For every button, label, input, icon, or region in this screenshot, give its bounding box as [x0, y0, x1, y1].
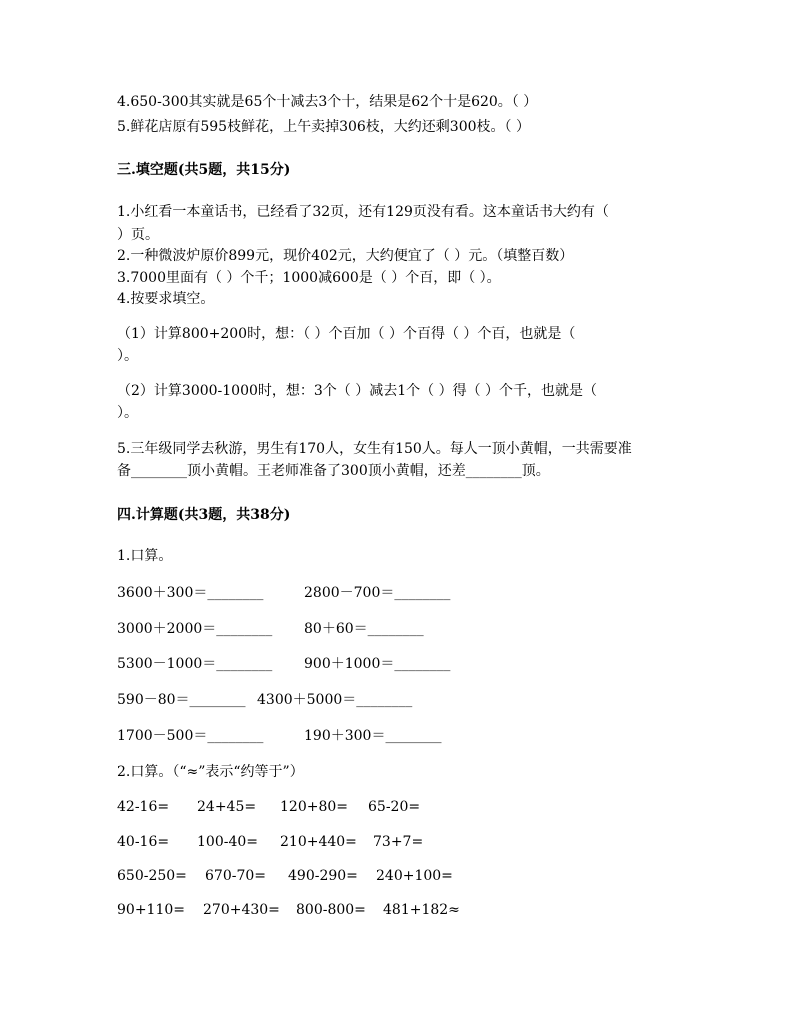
- calc-q1-item: 1700－500＝________: [117, 728, 264, 744]
- calc-q2-item: 650-250=: [117, 868, 187, 884]
- section-4-title: 四.计算题(共3题，共38分): [117, 507, 291, 523]
- fill-q1-line1: 1.小红看一本童话书，已经看了32页，还有129页没有看。这本童话书大约有（: [117, 204, 609, 220]
- calc-q2-item: 240+100=: [376, 868, 453, 884]
- calc-q2-item: 490-290=: [288, 868, 358, 884]
- fill-q4-part2-line1: （2）计算3000-1000时，想：3个（ ）减去1个（ ）得（ ）个千，也就是（: [117, 383, 598, 399]
- calc-q1-item: 3600＋300＝________: [117, 585, 264, 601]
- calc-q2-item: 210+440=: [280, 834, 357, 850]
- calc-q1-item: 4300＋5000＝________: [257, 692, 413, 708]
- calc-q2-item: 24+45=: [197, 799, 257, 815]
- calc-q2-item: 120+80=: [280, 799, 348, 815]
- section-3-title: 三.填空题(共5题，共15分): [117, 162, 291, 178]
- calc-q1-title: 1.口算。: [117, 548, 173, 564]
- judge-item-4: 4.650-300其实就是65个十减去3个十，结果是62个十是620。（ ）: [117, 94, 538, 110]
- calc-q2-item: 90+110=: [117, 902, 185, 918]
- calc-q2-item: 800-800=: [296, 902, 366, 918]
- calc-q2-item: 481+182≈: [383, 902, 460, 918]
- fill-q4-intro: 4.按要求填空。: [117, 291, 215, 307]
- fill-q2: 2.一种微波炉原价899元，现价402元，大约便宜了（ ）元。（填整百数）: [117, 248, 574, 264]
- fill-q4-part1-line2: ）。: [117, 348, 138, 364]
- calc-q2-item: 65-20=: [368, 799, 421, 815]
- fill-q4-part2-line2: ）。: [117, 405, 138, 421]
- fill-q4-part1-line1: （1）计算800+200时，想：（ ）个百加（ ）个百得（ ）个百，也就是（: [117, 326, 576, 342]
- fill-q1-line2: ）页。: [117, 227, 159, 243]
- calc-q1-item: 80＋60＝________: [304, 621, 424, 637]
- calc-q1-item: 590－80＝________: [117, 692, 246, 708]
- calc-q1-item: 190＋300＝________: [304, 728, 442, 744]
- fill-q5-line2: 备________顶小黄帽。王老师准备了300顶小黄帽，还差________顶。: [117, 463, 550, 479]
- calc-q2-item: 42-16=: [117, 799, 170, 815]
- calc-q2-item: 670-70=: [205, 868, 266, 884]
- judge-item-5: 5.鲜花店原有595枝鲜花，上午卖掉306枝，大约还剩300枝。（ ）: [117, 119, 530, 135]
- fill-q5-line1: 5.三年级同学去秋游，男生有170人，女生有150人。每人一顶小黄帽，一共需要准: [117, 441, 632, 457]
- calc-q2-item: 73+7=: [373, 834, 424, 850]
- calc-q1-item: 3000＋2000＝________: [117, 621, 273, 637]
- calc-q2-title: 2.口算。（“≈”表示“约等于”）: [117, 764, 304, 780]
- calc-q2-item: 270+430=: [203, 902, 280, 918]
- calc-q1-item: 5300－1000＝________: [117, 656, 273, 672]
- calc-q2-item: 100-40=: [197, 834, 258, 850]
- calc-q2-item: 40-16=: [117, 834, 170, 850]
- calc-q1-item: 2800－700＝________: [304, 585, 451, 601]
- calc-q1-item: 900＋1000＝________: [304, 656, 451, 672]
- fill-q3: 3.7000里面有（ ）个千；1000减600是（ ）个百，即（ ）。: [117, 270, 501, 286]
